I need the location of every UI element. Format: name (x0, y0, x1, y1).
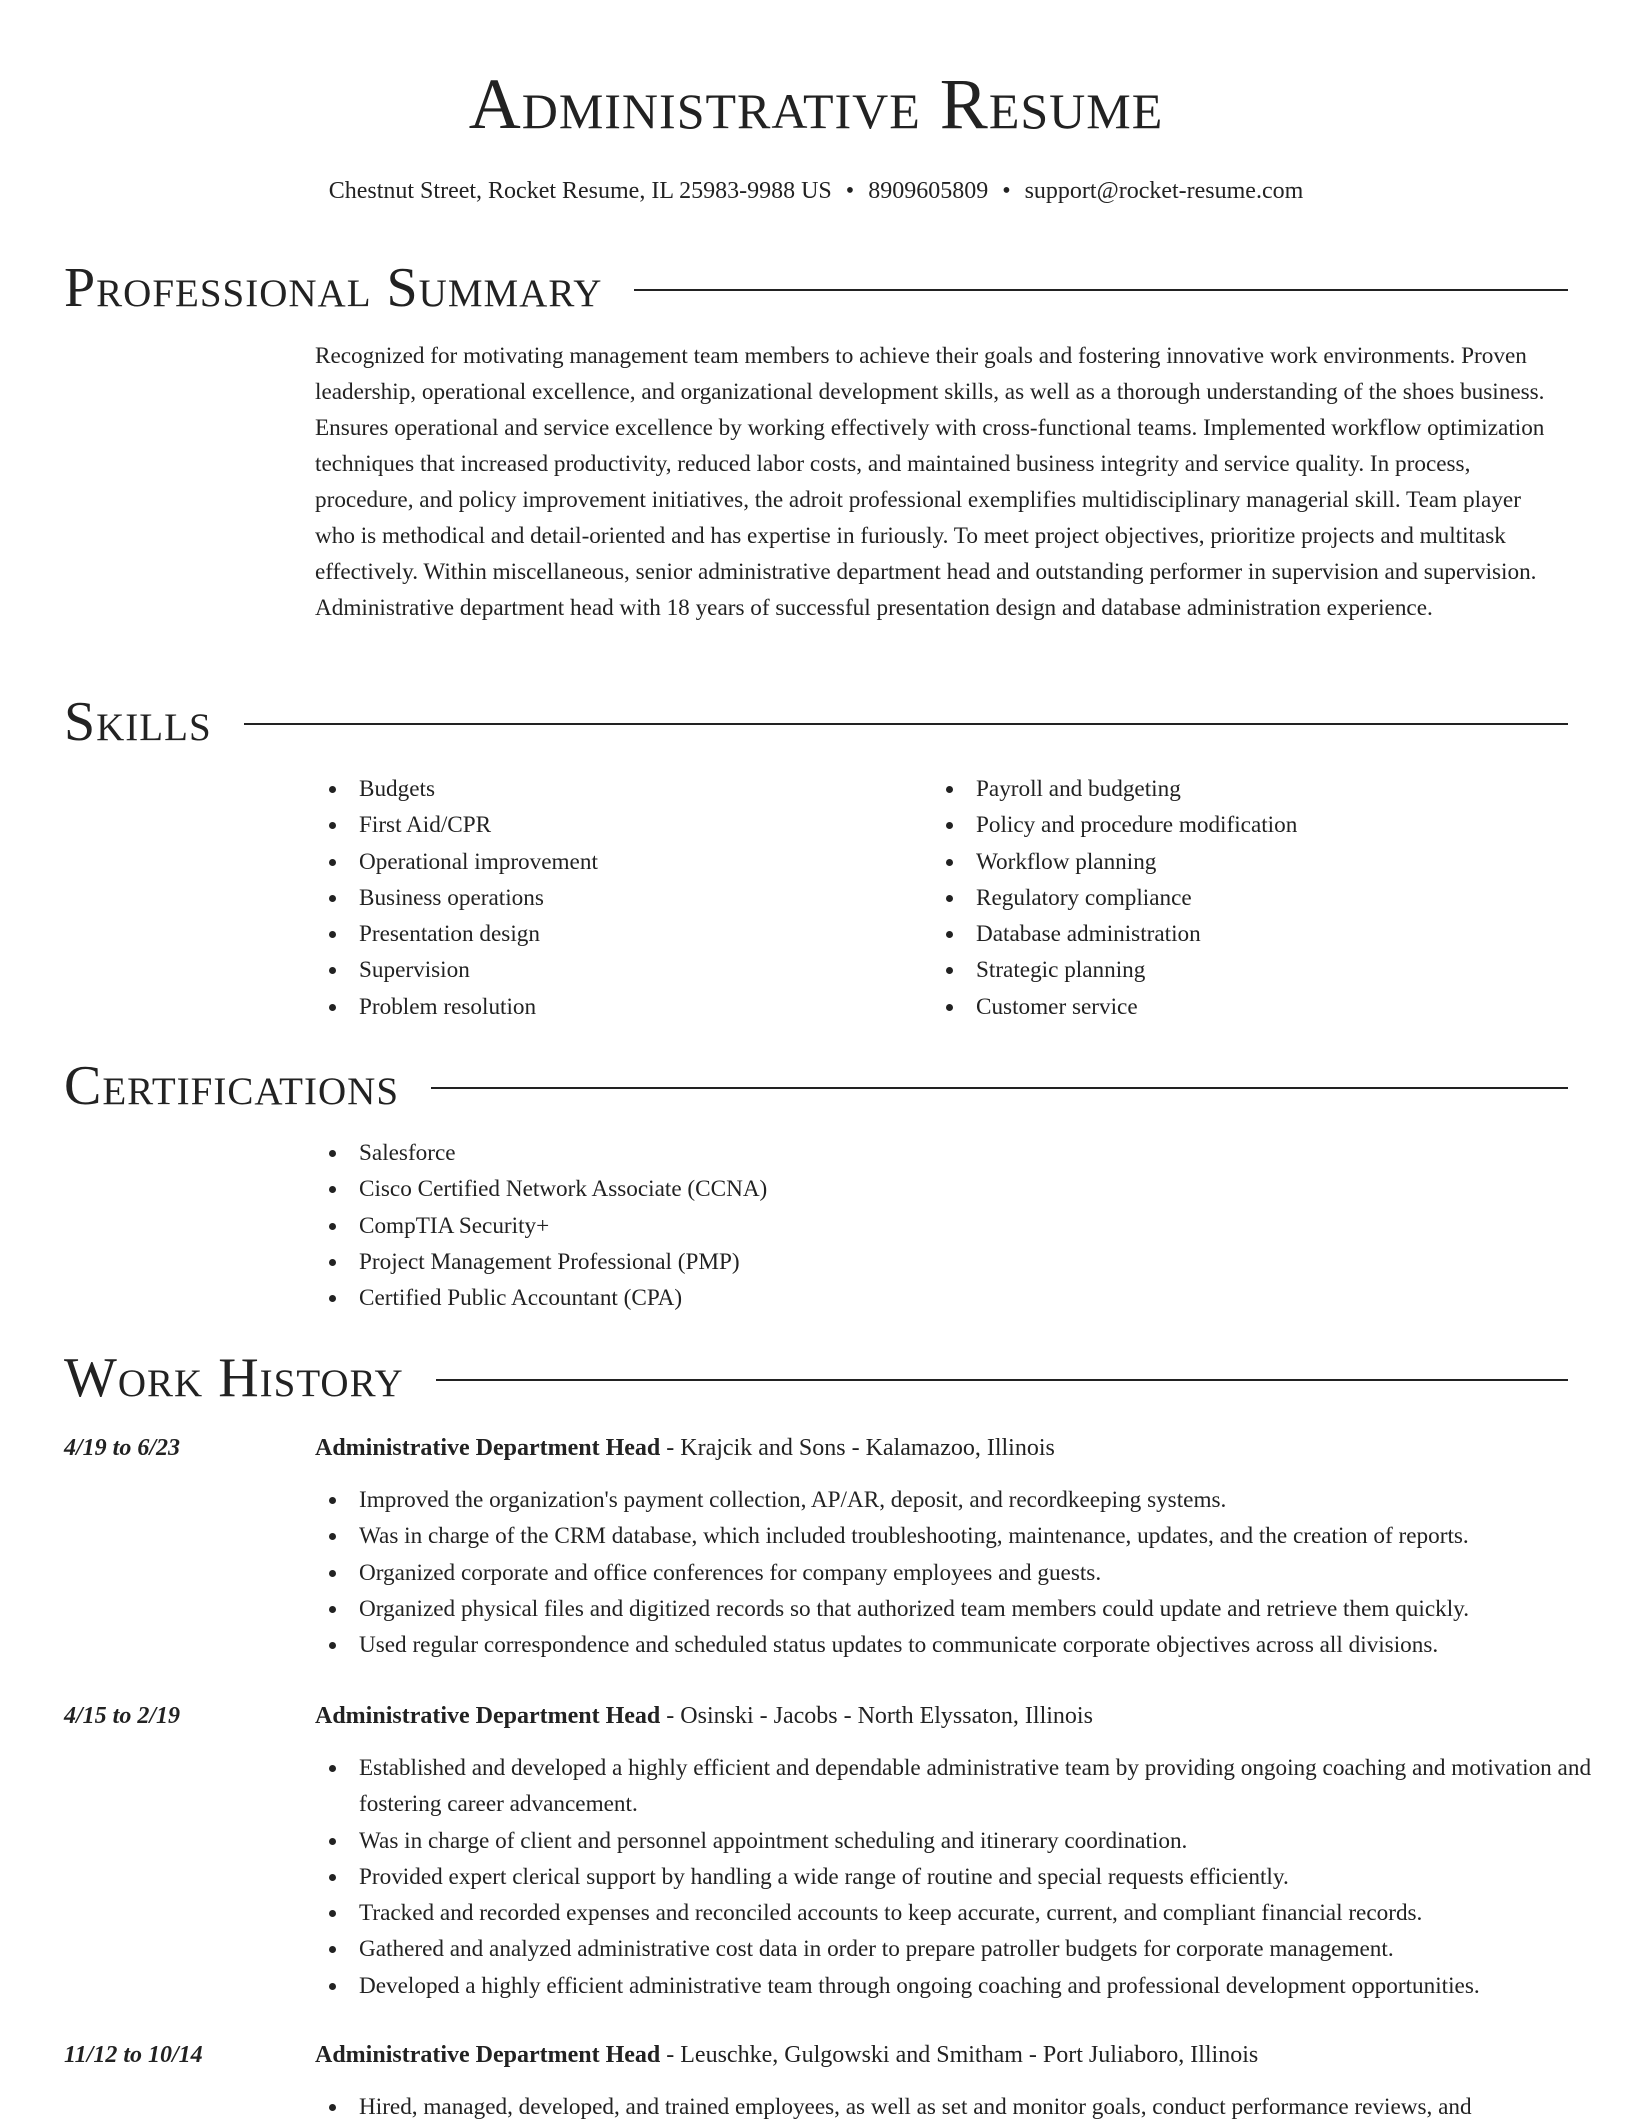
contact-line (0, 174, 1632, 208)
job-bullets (315, 1750, 1632, 2004)
job-role: Administrative Department Head (315, 1435, 661, 1461)
section-header-summary (64, 255, 1568, 321)
skill-item: Strategic planning (932, 952, 1552, 988)
job-title-line (315, 2037, 1258, 2073)
resume-title: Administrative Resume (468, 64, 1164, 144)
skill-item: Regulatory compliance (932, 880, 1552, 916)
section-divider (436, 1379, 1568, 1381)
contact-separator: • (1002, 178, 1011, 204)
job-role: Administrative Department Head (315, 2042, 661, 2068)
contact-address: Chestnut Street, Rocket Resume, IL 25983-9988 US (328, 178, 832, 204)
job-employer: - Osinski - Jacobs - North Elyssaton, Illinois (660, 1703, 1093, 1729)
skill-item: Business operations (315, 880, 915, 916)
job-role: Administrative Department Head (315, 1703, 661, 1729)
skill-item: First Aid/CPR (315, 807, 915, 843)
section-title-certifications: Certifications (64, 1055, 400, 1117)
summary-paragraph: Recognized for motivating management team members to achieve their goals and fostering innovative work environments. Proven leadership, operational excellence, and organizational development skills, as well as a thorough understanding of the shoes business. Ensures operational and service excellence by working effectively with cross-functional teams. Implemented workflow optimization techniques that increased productivity, reduced labor costs, and maintained business integrity and service quality. In process, procedure, and policy improvement initiatives, the adroit professional exemplifies multidisciplinary managerial skill. Team player who is methodical and detail-oriented and has expertise in furiously. To meet project objectives, prioritize projects and multitask effectively. Within miscellaneous, senior administrative department head and outstanding performer in supervision and supervision. Administrative department head with 18 years of successful presentation design and database administration experience. (315, 343, 1545, 621)
job-bullet: Improved the organization's payment collection, AP/AR, deposit, and recordkeeping systems. (315, 1482, 1632, 1518)
section-divider (634, 289, 1568, 291)
job-dates: 4/19 to 6/23 (64, 1435, 181, 1461)
job-bullet: Was in charge of the CRM database, which included troubleshooting, maintenance, updates, and the creation of reports. (315, 1518, 1632, 1554)
job-dates: 4/15 to 2/19 (64, 1703, 181, 1729)
job-bullet: Organized corporate and office conferences for company employees and guests. (315, 1555, 1632, 1591)
certification-item: CompTIA Security+ (315, 1208, 767, 1244)
section-header-skills (64, 689, 1568, 755)
certification-item: Cisco Certified Network Associate (CCNA) (315, 1171, 767, 1207)
section-title-skills: Skills (64, 691, 212, 753)
skill-item: Policy and procedure modification (932, 807, 1552, 843)
section-header-work-history (64, 1345, 1568, 1411)
job-bullet: Developed a highly efficient administrative team through ongoing coaching and professional development opportunities. (315, 1968, 1632, 2004)
skills-list-right (932, 771, 1552, 1025)
skill-item: Budgets (315, 771, 915, 807)
skill-item: Database administration (932, 916, 1552, 952)
job-bullet: Used regular correspondence and scheduled status updates to communicate corporate objectives across all divisions. (315, 1627, 1632, 1663)
certification-item: Certified Public Accountant (CPA) (315, 1280, 767, 1316)
contact-email: support@rocket-resume.com (1024, 178, 1304, 204)
job-bullet: Was in charge of client and personnel appointment scheduling and itinerary coordination. (315, 1823, 1632, 1859)
job-employer: - Krajcik and Sons - Kalamazoo, Illinois (660, 1435, 1055, 1461)
skill-item: Payroll and budgeting (932, 771, 1552, 807)
job-bullets (315, 2089, 1632, 2125)
section-title-summary: Professional Summary (64, 257, 603, 319)
job-title-line (315, 1430, 1055, 1466)
job-title-line (315, 1698, 1093, 1734)
certification-item: Project Management Professional (PMP) (315, 1244, 767, 1280)
job-dates: 11/12 to 10/14 (64, 2042, 203, 2068)
job-bullet: Provided expert clerical support by handling a wide range of routine and special requests efficiently. (315, 1859, 1632, 1895)
skill-item: Operational improvement (315, 844, 915, 880)
section-divider (431, 1087, 1568, 1089)
skill-item: Customer service (932, 989, 1552, 1025)
skill-item: Problem resolution (315, 989, 915, 1025)
section-header-certifications (64, 1053, 1568, 1119)
contact-phone: 8909605809 (868, 178, 989, 204)
skill-item: Supervision (315, 952, 915, 988)
section-divider (244, 723, 1568, 725)
job-bullet: Hired, managed, developed, and trained employees, as well as set and monitor goals, conduct performance reviews, and (315, 2089, 1632, 2125)
contact-separator: • (845, 178, 855, 204)
job-bullet: Organized physical files and digitized records so that authorized team members could update and retrieve them quickly. (315, 1591, 1632, 1627)
skills-list-left (315, 771, 915, 1025)
skill-item: Workflow planning (932, 844, 1552, 880)
job-bullet: Tracked and recorded expenses and reconciled accounts to keep accurate, current, and compliant financial records. (315, 1895, 1632, 1931)
section-title-work-history: Work History (64, 1347, 404, 1409)
job-employer: - Leuschke, Gulgowski and Smitham - Port Juliaboro, Illinois (660, 2042, 1259, 2068)
certifications-list (315, 1135, 767, 1316)
skill-item: Presentation design (315, 916, 915, 952)
certification-item: Salesforce (315, 1135, 767, 1171)
job-bullet: Established and developed a highly efficient and dependable administrative team by providing ongoing coaching and motivation and fostering career advancement. (315, 1750, 1632, 1823)
job-bullet: Gathered and analyzed administrative cost data in order to prepare patroller budgets for corporate management. (315, 1931, 1632, 1967)
job-bullets (315, 1482, 1632, 1663)
